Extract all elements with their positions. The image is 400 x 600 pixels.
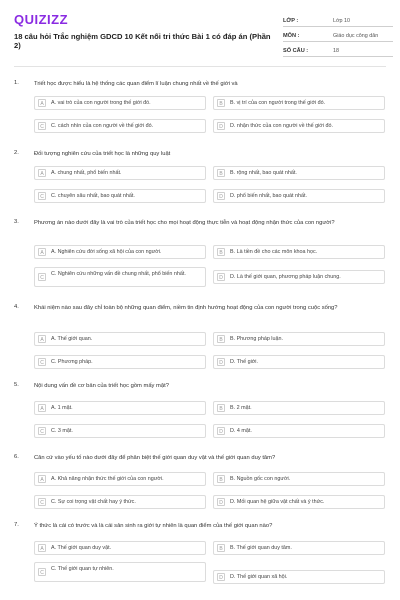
option-c[interactable] bbox=[34, 267, 206, 287]
option-text: B. Là tiền đề cho các môn khoa học. bbox=[230, 249, 318, 255]
option-letter: C bbox=[38, 427, 46, 435]
option-letter: B bbox=[217, 99, 225, 107]
option-letter: A bbox=[38, 99, 46, 107]
option-c[interactable] bbox=[34, 355, 206, 369]
meta-value: 18 bbox=[333, 48, 339, 54]
option-b[interactable] bbox=[213, 472, 385, 486]
option-d[interactable] bbox=[213, 189, 385, 203]
option-letter: B bbox=[217, 169, 225, 177]
option-a[interactable] bbox=[34, 401, 206, 415]
option-a[interactable] bbox=[34, 541, 206, 555]
option-d[interactable] bbox=[213, 570, 385, 584]
option-letter: C bbox=[38, 358, 46, 366]
meta-key: LỚP : bbox=[283, 18, 299, 24]
option-text: D. phổ biến nhất, bao quát nhất. bbox=[230, 193, 308, 199]
option-letter: D bbox=[217, 573, 225, 581]
option-d[interactable] bbox=[213, 119, 385, 133]
option-c[interactable] bbox=[34, 424, 206, 438]
question-text: Khái niệm nào sau đây chỉ toàn bộ những quan điểm, niềm tin định hướng hoạt động của con người trong cuộc sống? bbox=[34, 305, 338, 311]
option-text: D. Thế giới quan xã hội. bbox=[230, 574, 288, 580]
option-b[interactable] bbox=[213, 541, 385, 555]
option-b[interactable] bbox=[213, 401, 385, 415]
option-d[interactable] bbox=[213, 270, 385, 284]
quizizz-logo: QUIZIZZ bbox=[14, 12, 69, 27]
option-text: A. Nghiên cứu đời sống xã hội của con người. bbox=[51, 249, 162, 255]
question-number: 3. bbox=[14, 219, 19, 225]
option-text: D. Thế giới. bbox=[230, 359, 259, 365]
option-text: B. Phương pháp luận. bbox=[230, 336, 284, 342]
option-b[interactable] bbox=[213, 166, 385, 180]
option-text: C. cách nhìn của con người về thế giới đó. bbox=[51, 123, 154, 129]
meta-value: Giáo dục công dân bbox=[333, 33, 379, 39]
option-letter: D bbox=[217, 498, 225, 506]
option-text: A. 1 mặt. bbox=[51, 405, 73, 411]
option-text: A. vai trò của con người trong thế giới đó. bbox=[51, 100, 151, 106]
option-b[interactable] bbox=[213, 332, 385, 346]
option-text: C. chuyên sâu nhất, bao quát nhất. bbox=[51, 193, 135, 199]
meta-value: Lớp 10 bbox=[333, 18, 351, 24]
option-text: C. Phương pháp. bbox=[51, 359, 93, 365]
option-letter: B bbox=[217, 248, 225, 256]
option-letter: D bbox=[217, 192, 225, 200]
question-number: 6. bbox=[14, 454, 19, 460]
question-number: 1. bbox=[14, 80, 19, 86]
option-a[interactable] bbox=[34, 472, 206, 486]
option-letter: C bbox=[38, 122, 46, 130]
option-text: D. 4 mặt. bbox=[230, 428, 252, 434]
option-letter: C bbox=[38, 192, 46, 200]
option-c[interactable] bbox=[34, 495, 206, 509]
option-text: C. Nghiên cứu những vấn đề chung nhất, phổ biến nhất. bbox=[51, 271, 186, 277]
option-c[interactable] bbox=[34, 119, 206, 133]
page-title: 18 câu hỏi Trắc nghiệm GDCD 10 Kết nối tri thức Bài 1 có đáp án (Phần 2) bbox=[14, 32, 271, 50]
option-letter: A bbox=[38, 475, 46, 483]
option-letter: A bbox=[38, 544, 46, 552]
meta-key: SỐ CÂU : bbox=[283, 48, 309, 54]
question-text: Nội dung vấn đề cơ bản của triết học gồm mấy mặt? bbox=[34, 383, 169, 389]
option-letter: C bbox=[38, 498, 46, 506]
option-letter: A bbox=[38, 335, 46, 343]
option-text: C. 3 mặt. bbox=[51, 428, 73, 434]
option-d[interactable] bbox=[213, 424, 385, 438]
option-c[interactable] bbox=[34, 562, 206, 582]
option-text: D. nhận thức của con người về thế giới đó. bbox=[230, 123, 333, 129]
option-letter: C bbox=[38, 568, 46, 576]
option-letter: C bbox=[38, 273, 46, 281]
question-number: 4. bbox=[14, 304, 19, 310]
question-text: Căn cứ vào yếu tố nào dưới đây để phân biệt thế giới quan duy vật và thế giới quan duy tâm? bbox=[34, 455, 276, 461]
option-a[interactable] bbox=[34, 332, 206, 346]
option-text: A. Thế giới quan duy vật. bbox=[51, 545, 112, 551]
meta-row-count bbox=[283, 42, 393, 57]
question-text: Ý thức là cái có trước và là cái sản sinh ra giới tự nhiên là quan điểm của thế giới quan nào? bbox=[34, 523, 273, 529]
option-b[interactable] bbox=[213, 245, 385, 259]
option-text: A. Thế giới quan. bbox=[51, 336, 93, 342]
option-a[interactable] bbox=[34, 245, 206, 259]
option-text: B. 2 mặt. bbox=[230, 405, 252, 411]
option-text: D. Là thế giới quan, phương pháp luận chung. bbox=[230, 274, 341, 280]
option-a[interactable] bbox=[34, 166, 206, 180]
option-letter: B bbox=[217, 475, 225, 483]
option-text: B. Thế giới quan duy tâm. bbox=[230, 545, 292, 551]
option-text: A. chung nhất, phổ biến nhất. bbox=[51, 170, 122, 176]
meta-row-class bbox=[283, 12, 393, 27]
question-number: 7. bbox=[14, 522, 19, 528]
option-text: C. Sự coi trọng vật chất hay ý thức. bbox=[51, 499, 136, 505]
option-text: B. Nguồn gốc con người. bbox=[230, 476, 291, 482]
option-letter: D bbox=[217, 273, 225, 281]
option-letter: D bbox=[217, 427, 225, 435]
option-letter: A bbox=[38, 404, 46, 412]
option-letter: A bbox=[38, 169, 46, 177]
option-letter: B bbox=[217, 335, 225, 343]
option-letter: D bbox=[217, 358, 225, 366]
option-text: B. vị trí của con người trong thế giới đó. bbox=[230, 100, 326, 106]
meta-row-subject bbox=[283, 27, 393, 42]
meta-table bbox=[283, 12, 393, 57]
option-b[interactable] bbox=[213, 96, 385, 110]
worksheet-header bbox=[0, 0, 400, 64]
option-d[interactable] bbox=[213, 355, 385, 369]
question-number: 2. bbox=[14, 150, 19, 156]
option-text: C. Thế giới quan tự nhiên. bbox=[51, 566, 114, 572]
option-d[interactable] bbox=[213, 495, 385, 509]
option-c[interactable] bbox=[34, 189, 206, 203]
question-text: Phương án nào dưới đây là vai trò của triết học cho mọi hoạt động thực tiễn và hoạt động nhận thức của con người? bbox=[34, 220, 335, 226]
option-letter: A bbox=[38, 248, 46, 256]
question-number: 5. bbox=[14, 382, 19, 388]
option-letter: D bbox=[217, 122, 225, 130]
option-a[interactable] bbox=[34, 96, 206, 110]
option-text: B. rộng nhất, bao quát nhất. bbox=[230, 170, 297, 176]
question-text: Triết học được hiểu là hệ thống các quan điểm lí luận chung nhất về thế giới và bbox=[34, 81, 238, 87]
option-text: D. Mối quan hệ giữa vật chất và ý thức. bbox=[230, 499, 325, 505]
meta-key: MÔN : bbox=[283, 33, 300, 39]
option-letter: B bbox=[217, 544, 225, 552]
option-letter: B bbox=[217, 404, 225, 412]
option-text: A. Khả năng nhận thức thế giới của con người. bbox=[51, 476, 164, 482]
header-divider bbox=[14, 66, 386, 67]
question-text: Đối tượng nghiên cứu của triết học là những quy luật bbox=[34, 151, 171, 157]
